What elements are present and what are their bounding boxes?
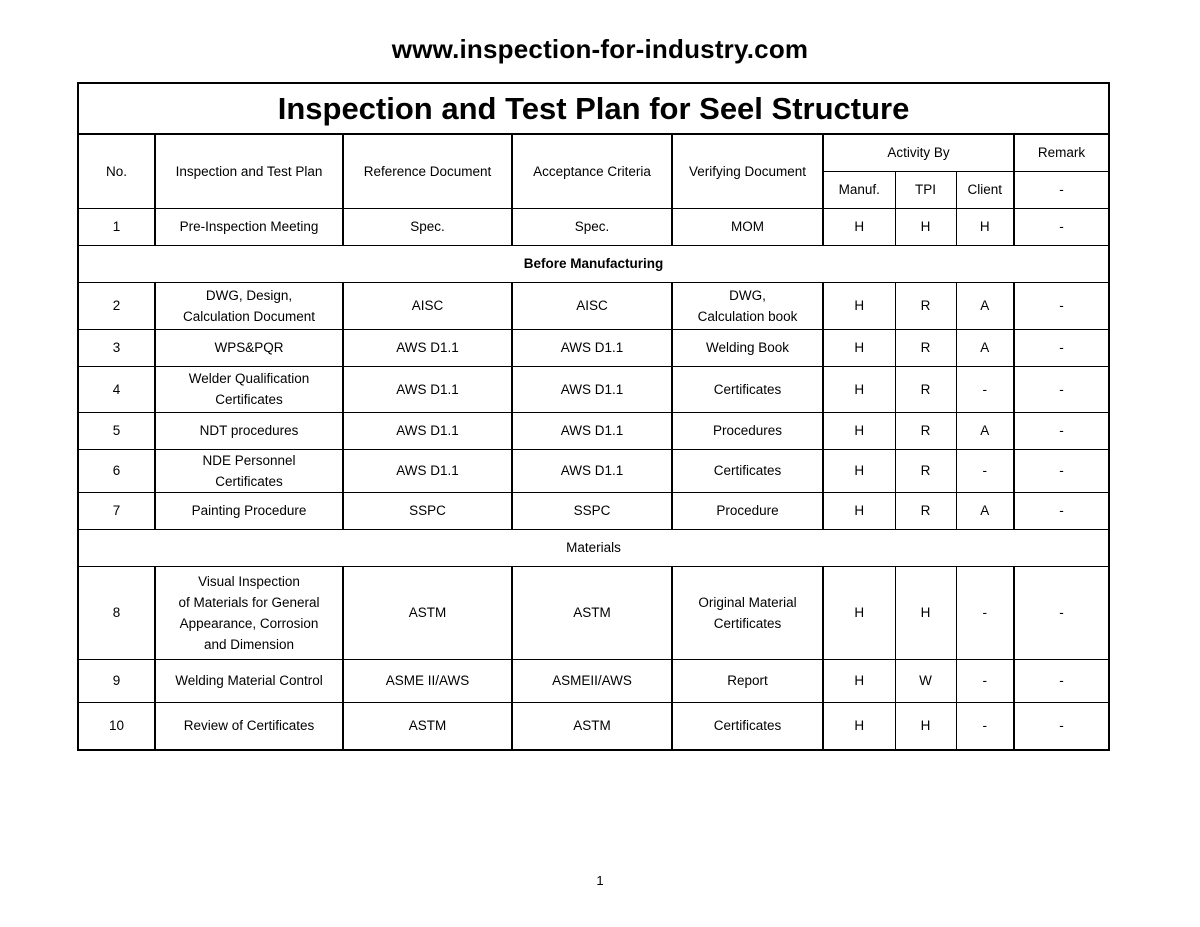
row-client: H xyxy=(956,208,1014,245)
row-tpi: R xyxy=(895,492,956,529)
row-remark: - xyxy=(1014,282,1109,329)
table-row xyxy=(78,329,1109,366)
table-row xyxy=(78,492,1109,529)
row-reference: ASTM xyxy=(343,702,512,750)
row-manuf: H xyxy=(823,366,895,412)
row-acceptance: ASTM xyxy=(512,702,672,750)
row-manuf: H xyxy=(823,659,895,702)
row-tpi: R xyxy=(895,366,956,412)
item-line: Certificates xyxy=(215,392,283,407)
site-url: www.inspection-for-industry.com xyxy=(391,34,809,64)
row-no: 7 xyxy=(78,492,155,529)
inspection-test-plan-table xyxy=(77,82,1110,751)
row-no: 1 xyxy=(78,208,155,245)
section-row-materials xyxy=(78,529,1109,566)
row-verifying: Report xyxy=(672,659,823,702)
row-tpi: H xyxy=(895,702,956,750)
row-remark: - xyxy=(1014,566,1109,659)
header-inspection-plan: Inspection and Test Plan xyxy=(155,134,343,208)
row-tpi: R xyxy=(895,282,956,329)
item-line: of Materials for General xyxy=(178,594,320,610)
row-item: WPS&PQR xyxy=(155,329,343,366)
item-line: and Dimension xyxy=(203,636,295,652)
row-manuf: H xyxy=(823,282,895,329)
row-client: A xyxy=(956,329,1014,366)
row-no: 9 xyxy=(78,659,155,702)
table-row xyxy=(78,282,1109,329)
row-client: - xyxy=(956,449,1014,492)
row-reference: SSPC xyxy=(343,492,512,529)
row-acceptance: Spec. xyxy=(512,208,672,245)
row-acceptance: AWS D1.1 xyxy=(512,449,672,492)
section-row-before-manufacturing xyxy=(78,245,1109,282)
table-row xyxy=(78,366,1109,412)
table-row xyxy=(78,449,1109,492)
verifying-line: Calculation book xyxy=(697,308,798,324)
row-no: 4 xyxy=(78,366,155,412)
row-acceptance: AISC xyxy=(512,282,672,329)
row-tpi: R xyxy=(895,329,956,366)
row-verifying xyxy=(672,566,823,659)
item-line: Visual Inspection xyxy=(198,573,300,589)
header-reference-document: Reference Document xyxy=(343,134,512,208)
header-verifying-document: Verifying Document xyxy=(672,134,823,208)
row-client: - xyxy=(956,566,1014,659)
row-verifying: Certificates xyxy=(672,449,823,492)
verifying-line: DWG, xyxy=(729,287,766,303)
header-remark: Remark xyxy=(1014,134,1109,171)
row-tpi: W xyxy=(895,659,956,702)
row-remark: - xyxy=(1014,449,1109,492)
row-no: 2 xyxy=(78,282,155,329)
row-item: Painting Procedure xyxy=(155,492,343,529)
item-line: DWG, Design, xyxy=(205,287,293,303)
page-number: 1 xyxy=(596,873,604,888)
row-reference: AWS D1.1 xyxy=(343,329,512,366)
item-line: Welder Qualification xyxy=(188,371,310,386)
row-verifying: Procedures xyxy=(672,412,823,449)
row-item: NDT procedures xyxy=(155,412,343,449)
row-item xyxy=(155,566,343,659)
row-client: - xyxy=(956,659,1014,702)
row-manuf: H xyxy=(823,449,895,492)
row-remark: - xyxy=(1014,366,1109,412)
table-row xyxy=(78,702,1109,750)
row-manuf: H xyxy=(823,412,895,449)
table-row xyxy=(78,659,1109,702)
table-row xyxy=(78,208,1109,245)
row-client: - xyxy=(956,366,1014,412)
row-no: 10 xyxy=(78,702,155,750)
section-title: Materials xyxy=(78,529,1109,566)
row-manuf: H xyxy=(823,492,895,529)
row-item: Pre-Inspection Meeting xyxy=(155,208,343,245)
row-reference: Spec. xyxy=(343,208,512,245)
row-acceptance: ASTM xyxy=(512,566,672,659)
row-verifying: MOM xyxy=(672,208,823,245)
row-remark: - xyxy=(1014,208,1109,245)
row-no: 3 xyxy=(78,329,155,366)
row-tpi: H xyxy=(895,566,956,659)
item-line: Appearance, Corrosion xyxy=(179,615,319,631)
header-manuf: Manuf. xyxy=(823,171,895,208)
row-reference: ASME II/AWS xyxy=(343,659,512,702)
header-no: No. xyxy=(78,134,155,208)
header-row xyxy=(78,134,1109,171)
row-reference: ASTM xyxy=(343,566,512,659)
row-remark: - xyxy=(1014,659,1109,702)
row-remark: - xyxy=(1014,492,1109,529)
row-acceptance: SSPC xyxy=(512,492,672,529)
row-reference: AISC xyxy=(343,282,512,329)
verifying-line: Original Material xyxy=(698,594,797,610)
row-acceptance: AWS D1.1 xyxy=(512,366,672,412)
item-line: NDE Personnel xyxy=(202,452,296,468)
header-acceptance-criteria: Acceptance Criteria xyxy=(512,134,672,208)
row-manuf: H xyxy=(823,702,895,750)
table-title: Inspection and Test Plan for Seel Structure xyxy=(78,83,1109,134)
row-item xyxy=(155,449,343,492)
row-remark: - xyxy=(1014,702,1109,750)
row-verifying: Procedure xyxy=(672,492,823,529)
header-remark-sub: - xyxy=(1014,171,1109,208)
row-remark: - xyxy=(1014,329,1109,366)
item-line: Calculation Document xyxy=(182,308,316,324)
header-activity-by: Activity By xyxy=(823,134,1014,171)
row-client: A xyxy=(956,412,1014,449)
row-acceptance: ASMEII/AWS xyxy=(512,659,672,702)
row-item: Review of Certificates xyxy=(155,702,343,750)
row-reference: AWS D1.1 xyxy=(343,412,512,449)
row-manuf: H xyxy=(823,566,895,659)
table-row xyxy=(78,412,1109,449)
row-reference: AWS D1.1 xyxy=(343,449,512,492)
row-tpi: R xyxy=(895,449,956,492)
row-verifying xyxy=(672,282,823,329)
row-no: 8 xyxy=(78,566,155,659)
row-manuf: H xyxy=(823,208,895,245)
row-no: 6 xyxy=(78,449,155,492)
section-title: Before Manufacturing xyxy=(78,245,1109,282)
table-row xyxy=(78,566,1109,659)
item-line: Certificates xyxy=(215,473,283,489)
row-item xyxy=(155,366,343,412)
header-tpi: TPI xyxy=(895,171,956,208)
row-verifying: Certificates xyxy=(672,702,823,750)
row-reference: AWS D1.1 xyxy=(343,366,512,412)
row-client: A xyxy=(956,282,1014,329)
row-item xyxy=(155,282,343,329)
row-tpi: H xyxy=(895,208,956,245)
row-manuf: H xyxy=(823,329,895,366)
row-acceptance: AWS D1.1 xyxy=(512,412,672,449)
row-tpi: R xyxy=(895,412,956,449)
row-client: A xyxy=(956,492,1014,529)
header-client: Client xyxy=(956,171,1014,208)
row-remark: - xyxy=(1014,412,1109,449)
row-verifying: Certificates xyxy=(672,366,823,412)
verifying-line: Certificates xyxy=(713,615,782,631)
row-item: Welding Material Control xyxy=(155,659,343,702)
row-no: 5 xyxy=(78,412,155,449)
row-client: - xyxy=(956,702,1014,750)
row-verifying: Welding Book xyxy=(672,329,823,366)
row-acceptance: AWS D1.1 xyxy=(512,329,672,366)
